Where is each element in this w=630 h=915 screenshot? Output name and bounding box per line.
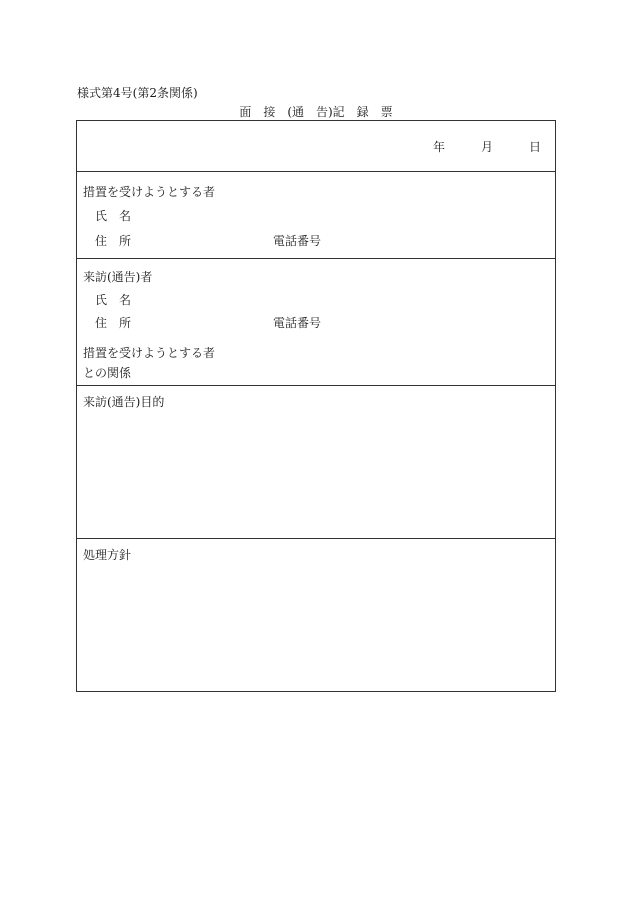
month-label: 月 [481, 140, 494, 154]
day-label: 日 [529, 140, 542, 154]
visitor-phone-label: 電話番号 [273, 316, 322, 330]
visitor-relation-line2: との関係 [83, 366, 132, 380]
subject-heading: 措置を受けようとする者 [83, 185, 216, 199]
visitor-address-label: 住 所 [95, 316, 132, 330]
year-label: 年 [433, 140, 446, 154]
policy-section [77, 538, 555, 692]
visitor-heading: 来訪(通告)者 [83, 270, 153, 284]
form-title: 面 接 (通 告)記 録 票 [239, 105, 393, 119]
visitor-name-label: 氏 名 [95, 293, 132, 307]
visitor-relation-line1: 措置を受けようとする者 [83, 346, 216, 360]
policy-heading: 処理方針 [83, 548, 132, 562]
subject-address-label: 住 所 [95, 234, 132, 248]
record-form-table [76, 120, 556, 692]
date-row [77, 121, 555, 171]
subject-section [77, 171, 555, 259]
subject-phone-label: 電話番号 [273, 234, 322, 248]
purpose-heading: 来訪(通告)目的 [83, 395, 165, 409]
visitor-section [77, 258, 555, 386]
subject-name-label: 氏 名 [95, 209, 132, 223]
form-number: 様式第4号(第2条関係) [77, 86, 198, 100]
purpose-section [77, 385, 555, 539]
